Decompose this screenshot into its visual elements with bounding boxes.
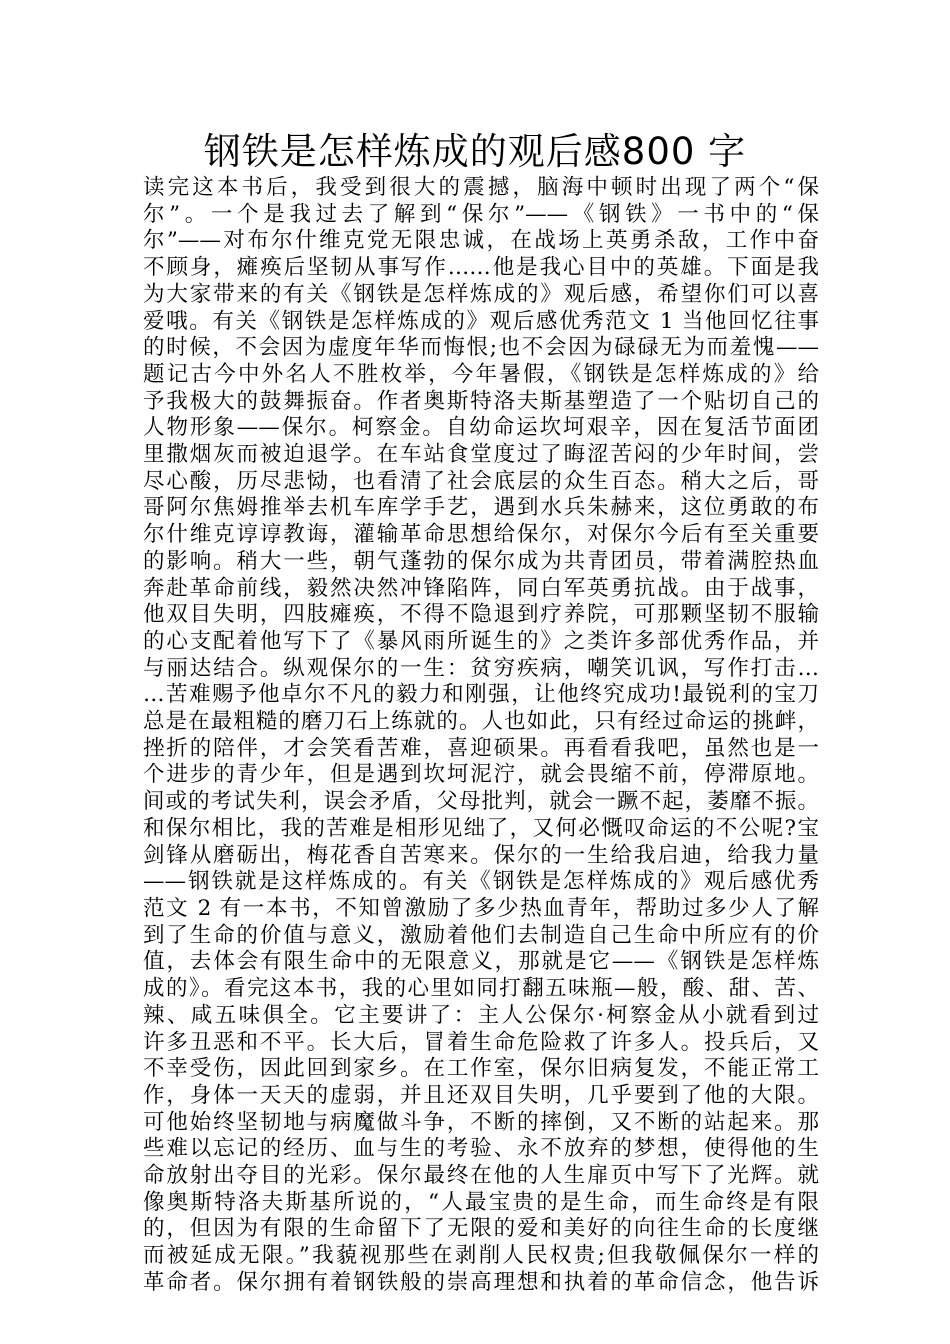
body-line: 予我极大的鼓舞振奋。作者奥斯特洛夫斯基塑造了一个贴切自己的 (143, 388, 819, 414)
body-line: 为大家带来的有关《钢铁是怎样炼成的》观后感，希望你们可以喜 (143, 281, 819, 307)
document-title: 钢铁是怎样炼成的观后感800 字 (203, 130, 747, 173)
body-line: 挫折的陪伴，才会笑看苦难，喜迎硕果。再看看我吧，虽然也是一 (143, 735, 819, 761)
body-line: 像奥斯特洛夫斯基所说的，“人最宝贵的是生命，而生命终是有限 (143, 1189, 819, 1215)
body-line: 的影响。稍大一些，朝气蓬勃的保尔成为共青团员，带着满腔热血 (143, 548, 819, 574)
body-line: 辣、咸五味俱全。它主要讲了：主人公保尔·柯察金从小就看到过 (143, 1002, 819, 1028)
body-line: 许多丑恶和不平。长大后，冒着生命危险救了许多人。投兵后，又 (143, 1029, 819, 1055)
body-line: 的心支配着他写下了《暴风雨所诞生的》之类许多部优秀作品，并 (143, 628, 819, 654)
body-line: 爱哦。有关《钢铁是怎样炼成的》观后感优秀范文 1 当他回忆往事 (143, 308, 819, 334)
body-line: 不顾身，瘫痪后坚韧从事写作……他是我心目中的英雄。下面是我 (143, 255, 819, 281)
body-line: 和保尔相比，我的苦难是相形见绌了，又何必慨叹命运的不公呢?宝 (143, 815, 819, 841)
body-line: 命放射出夺目的光彩。保尔最终在他的人生扉页中写下了光辉。就 (143, 1163, 819, 1189)
body-line: 范文 2 有一本书，不知曾激励了多少热血青年，帮助过多少人了解 (143, 895, 819, 921)
body-line: 与丽达结合。纵观保尔的一生：贫穷疾病，嘲笑讥讽，写作打击… (143, 655, 819, 681)
body-line: 奔赴革命前线，毅然决然冲锋陷阵，同白军英勇抗战。由于战事， (143, 575, 819, 601)
body-line: 尔什维克谆谆教诲，灌输革命思想给保尔，对保尔今后有至关重要 (143, 522, 819, 548)
body-line: 人物形象——保尔。柯察金。自幼命运坎坷艰辛，因在复活节面团 (143, 415, 819, 441)
body-line: 读完这本书后，我受到很大的震撼，脑海中顿时出现了两个“保 (143, 175, 819, 200)
body-line: 题记古今中外名人不胜枚举，今年暑假，《钢铁是怎样炼成的》给 (143, 361, 819, 387)
body-line: 哥阿尔焦姆推举去机车库学手艺，遇到水兵朱赫来，这位勇敢的布 (143, 495, 819, 521)
body-line: 的时候，不会因为虚度年华而悔恨;也不会因为碌碌无为而羞愧—— (143, 335, 819, 361)
body-line: 不幸受伤，因此回到家乡。在工作室，保尔旧病复发，不能正常工 (143, 1056, 819, 1082)
body-line: 间或的考试失利，误会矛盾，父母批判，就会一蹶不起，萎靡不振。 (143, 789, 819, 815)
body-line: 到了生命的价值与意义，激励着他们去制造自己生命中所应有的价 (143, 922, 819, 948)
body-line: 他双目失明，四肢瘫痪，不得不隐退到疗养院，可那颗坚韧不服输 (143, 602, 819, 628)
body-line: 成的》。看完这本书，我的心里如同打翻五味瓶—般，酸、甜、苦、 (143, 976, 819, 1002)
body-line: 尔”——对布尔什维克党无限忠诚，在战场上英勇杀敌，工作中奋 (143, 228, 819, 254)
body-line: 的，但因为有限的生命留下了无限的爱和美好的向往生命的长度继 (143, 1216, 819, 1242)
body-line: 可他始终坚韧地与病魔做斗争，不断的摔倒，又不断的站起来。那 (143, 1109, 819, 1135)
body-line: 作，身体一天天的虚弱，并且还双目失明，几乎要到了他的大限。 (143, 1082, 819, 1108)
body-line: 尔”。一个是我过去了解到“保尔”——《钢铁》一书中的“保 (143, 201, 819, 227)
body-line: 值，去体会有限生命中的无限意义，那就是它——《钢铁是怎样炼 (143, 949, 819, 975)
body-line: 剑锋从磨砺出，梅花香自苦寒来。保尔的一生给我启迪，给我力量 (143, 842, 819, 868)
body-line: 革命者。保尔拥有着钢铁般的崇高理想和执着的革命信念，他告诉 (143, 1269, 819, 1295)
body-line: …苦难赐予他卓尔不凡的毅力和刚强，让他终究成功!最锐利的宝刀 (143, 682, 819, 708)
body-line: ——钢铁就是这样炼成的。有关《钢铁是怎样炼成的》观后感优秀 (143, 869, 819, 895)
body-line: 些难以忘记的经历、血与生的考验、永不放弃的梦想，使得他的生 (143, 1136, 819, 1162)
body-line: 个进步的青少年，但是遇到坎坷泥泞，就会畏缩不前，停滞原地。 (143, 762, 819, 788)
body-line: 总是在最粗糙的磨刀石上练就的。人也如此，只有经过命运的挑衅， (143, 709, 819, 735)
document-body (143, 175, 819, 1297)
body-line: 尽心酸，历尽悲恸，也看清了社会底层的众生百态。稍大之后，哥 (143, 468, 819, 494)
body-line: 里撒烟灰而被迫退学。在车站食堂度过了晦涩苦闷的少年时间，尝 (143, 442, 819, 468)
body-line: 而被延成无限。”我藐视那些在剥削人民权贵;但我敬佩保尔一样的 (143, 1243, 819, 1269)
